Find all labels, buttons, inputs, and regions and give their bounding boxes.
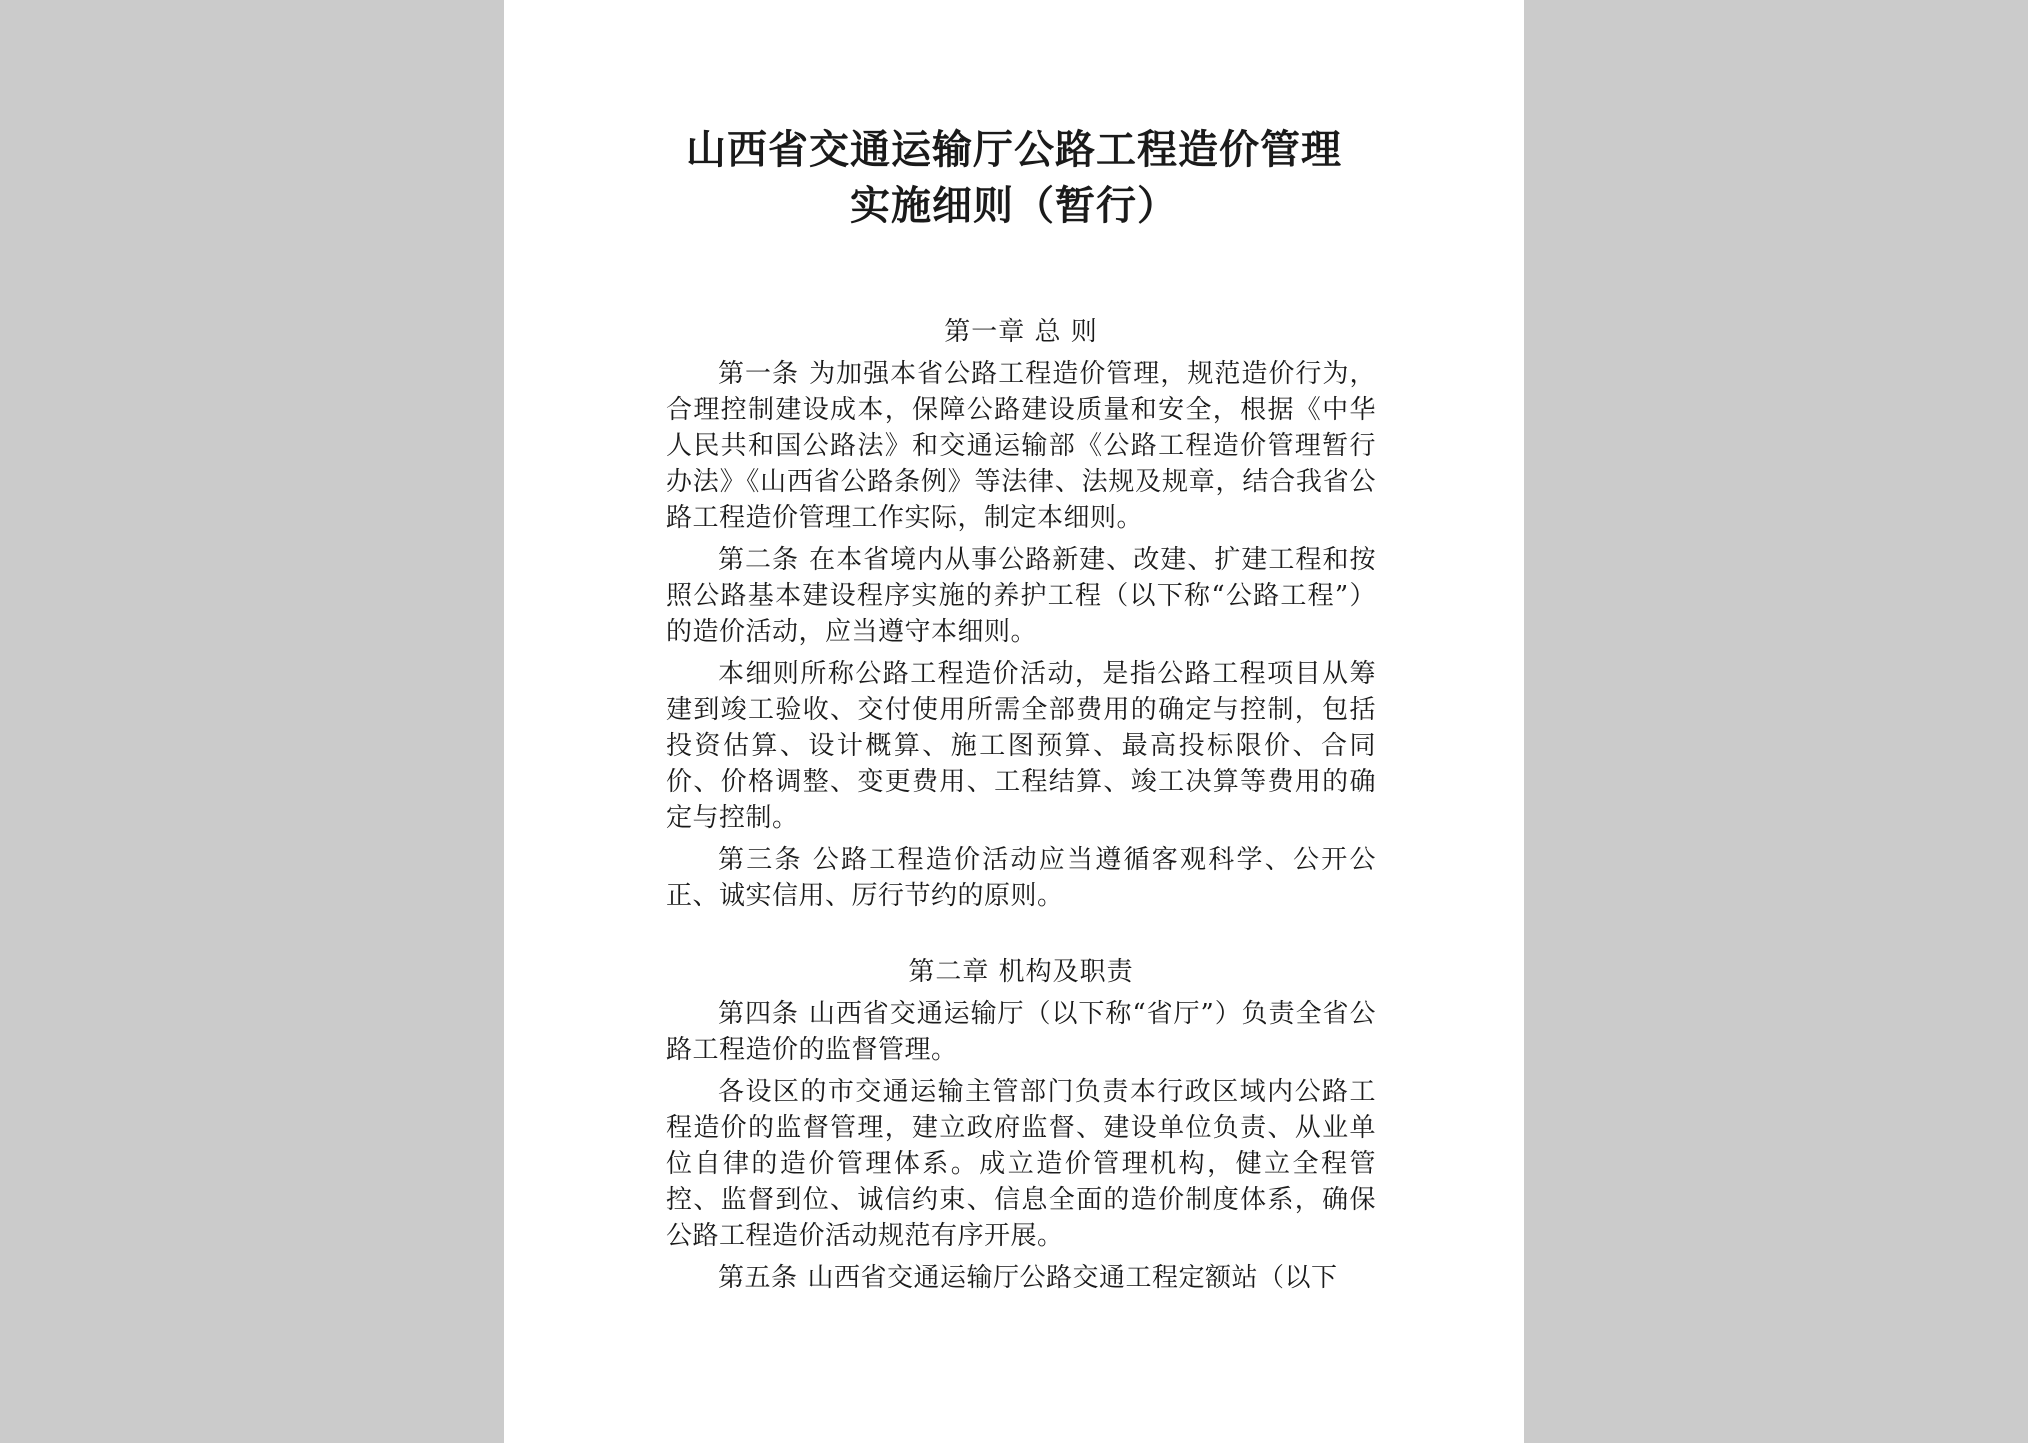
article-text: 山西省交通运输厅公路交通工程定额站（以下	[807, 1263, 1338, 1293]
article-1	[666, 356, 1376, 536]
paragraph: 本细则所称公路工程造价活动，是指公路工程项目从筹建到竣工验收、交付使用所需全部费用的确定与控制，包括投资估算、设计概算、施工图预算、最高投标限价、合同价、价格调整、变更费用、工程结算、竣工决算等费用的确定与控制。	[666, 659, 1376, 833]
document-body	[666, 314, 1376, 1302]
chapter-heading-2: 第二章 机构及职责	[908, 957, 1134, 987]
article-label: 第三条	[718, 845, 803, 875]
article-4	[666, 996, 1376, 1068]
chapter-heading-1: 第一章 总 则	[944, 317, 1098, 347]
article-5	[666, 1260, 1376, 1296]
title-line-2: 实施细则（暂行）	[850, 183, 1178, 229]
article-text: 山西省交通运输厅（以下称“省厅”）负责全省公路工程造价的监督管理。	[666, 999, 1376, 1065]
article-label: 第一条	[718, 359, 800, 389]
document-page	[504, 0, 1524, 1443]
article-label: 第四条	[718, 999, 799, 1029]
article-2	[666, 542, 1376, 650]
article-text: 公路工程造价活动应当遵循客观科学、公开公正、诚实信用、厉行节约的原则。	[666, 845, 1376, 911]
document-title	[504, 122, 1524, 234]
article-3	[666, 842, 1376, 914]
paragraph: 各设区的市交通运输主管部门负责本行政区域内公路工程造价的监督管理，建立政府监督、建设单位负责、从业单位自律的造价管理体系。成立造价管理机构，健立全程管控、监督到位、诚信约束、信息全面的造价制度体系，确保公路工程造价活动规范有序开展。	[666, 1077, 1376, 1251]
article-text: 为加强本省公路工程造价管理，规范造价行为，合理控制建设成本，保障公路建设质量和安全，根据《中华人民共和国公路法》和交通运输部《公路工程造价管理暂行办法》《山西省公路条例》等法律、法规及规章，结合我省公路工程造价管理工作实际，制定本细则。	[666, 359, 1376, 533]
article-label: 第二条	[718, 545, 800, 575]
article-text: 在本省境内从事公路新建、改建、扩建工程和按照公路基本建设程序实施的养护工程（以下称“公路工程”）的造价活动，应当遵守本细则。	[666, 545, 1376, 647]
article-label: 第五条	[718, 1263, 798, 1293]
title-line-1: 山西省交通运输厅公路工程造价管理	[686, 127, 1342, 173]
